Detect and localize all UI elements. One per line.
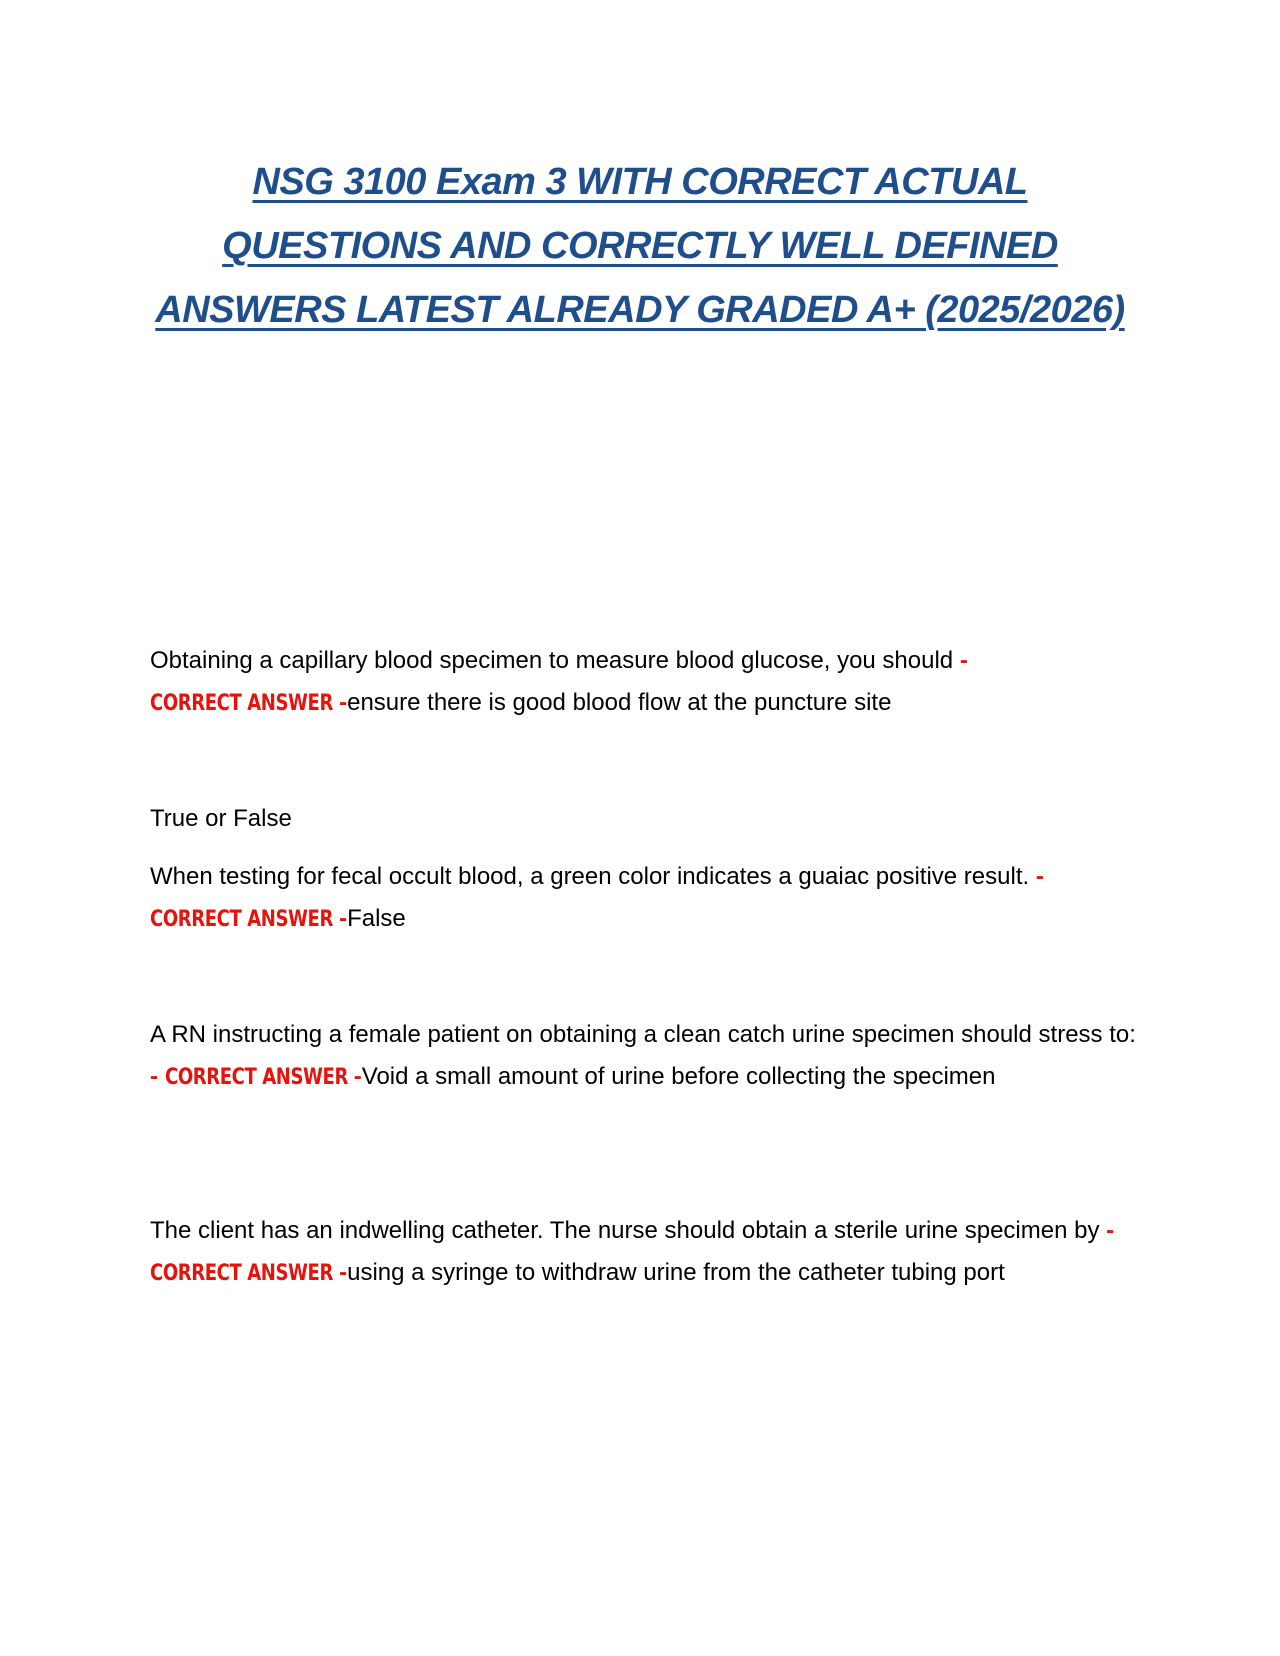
qa-item xyxy=(150,1210,1140,1295)
question-text: When testing for fecal occult blood, a green color indicates a guaiac positive result. xyxy=(150,863,1030,890)
correct-answer-marker: CORRECT ANSWER xyxy=(164,1065,348,1090)
marker-dash: - xyxy=(353,1063,362,1090)
question-text: A RN instructing a female patient on obtaining a clean catch urine specimen should stress to: xyxy=(150,1021,1136,1048)
answer-text: Void a small amount of urine before collecting the specimen xyxy=(361,1063,996,1090)
answer-text: using a syringe to withdraw urine from the catheter tubing port xyxy=(347,1259,1005,1286)
marker-dash: - xyxy=(1035,863,1044,890)
correct-answer-marker: CORRECT ANSWER xyxy=(150,907,333,932)
qa-prefix: True or False xyxy=(150,805,292,832)
qa-item xyxy=(150,856,1140,941)
marker-dash: - xyxy=(339,689,348,716)
marker-dash: - xyxy=(339,1259,348,1286)
answer-text: ensure there is good blood flow at the puncture site xyxy=(347,689,892,716)
question-text: Obtaining a capillary blood specimen to measure blood glucose, you should xyxy=(150,647,954,674)
correct-answer-marker: CORRECT ANSWER xyxy=(150,691,333,716)
qa-item xyxy=(150,640,1140,725)
marker-dash: - xyxy=(150,1063,158,1090)
question-text: The client has an indwelling catheter. The nurse should obtain a sterile urine specimen by xyxy=(150,1217,1100,1244)
answer-text: False xyxy=(347,905,406,932)
marker-dash: - xyxy=(339,905,348,932)
marker-dash: - xyxy=(1106,1217,1115,1244)
correct-answer-marker: CORRECT ANSWER xyxy=(150,1261,333,1286)
marker-dash: - xyxy=(959,647,968,674)
qa-item xyxy=(150,1014,1140,1099)
document-title: NSG 3100 Exam 3 WITH CORRECT ACTUAL QUESTIONS AND CORRECTLY WELL DEFINED ANSWERS LATEST ALREADY GRADED A+ (2025/2026) xyxy=(155,161,1125,331)
